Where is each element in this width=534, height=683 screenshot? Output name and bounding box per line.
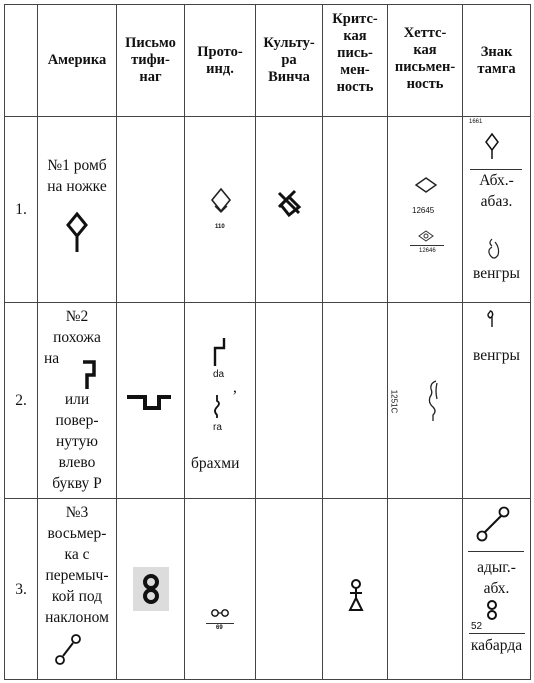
hittite-code-1: 12645 [412, 206, 435, 215]
tamga-eight-glyph [486, 599, 498, 621]
america-cell [38, 303, 117, 499]
protoind-cell [185, 117, 256, 303]
america-hook-glyph [80, 359, 98, 391]
brahmi-da-glyph [212, 336, 226, 368]
comparison-table [4, 4, 531, 680]
hittite-hook-glyph [427, 379, 441, 423]
cretan-cell [323, 499, 388, 680]
row-number: 2. [5, 303, 38, 499]
header-hittite: Хеттс- кая письмен- ность [388, 5, 463, 117]
america-text-na: на [44, 350, 60, 367]
tamga-cell [463, 117, 531, 303]
hittite-code: 1251C [389, 389, 399, 414]
table-row [5, 117, 531, 303]
vinca-crossed-rhombus-glyph [275, 189, 303, 219]
tamga-text-1: адыг.- абх. [477, 559, 516, 597]
tifinagh-cell [117, 499, 185, 680]
rhombus-box-glyph [209, 187, 233, 215]
america-text: №3 восьмер- ка с перемыч- кой под наклоном [45, 504, 109, 626]
vinca-cell [256, 499, 323, 680]
hittite-code-2: 12646 [419, 248, 436, 254]
hittite-cell [388, 499, 463, 680]
header-america: Америка [38, 5, 117, 117]
vinca-cell [256, 303, 323, 499]
header-vinca: Культу- ра Винча [256, 5, 323, 117]
america-cell [38, 117, 117, 303]
tamga-num: 52 [471, 621, 483, 632]
vinca-cell [256, 117, 323, 303]
protoind-code: 110 [215, 224, 225, 230]
hittite-cell [388, 117, 463, 303]
tifinagh-step-glyph [125, 391, 173, 413]
america-dumbbell-glyph [54, 633, 82, 667]
header-tifinagh: Письмо тифи- наг [117, 5, 185, 117]
header-row [5, 5, 531, 117]
hittite-rhombus-glyph [414, 177, 438, 193]
tamga-text: венгры [473, 347, 520, 364]
protoind-ra: ra [213, 422, 222, 433]
protoind-brahmi-text: брахми [191, 455, 240, 472]
protoind-cell [185, 303, 256, 499]
row-number: 1. [5, 117, 38, 303]
protoind-da: da [213, 369, 225, 380]
tamga-hook-glyph [486, 237, 502, 263]
row-number: 3. [5, 499, 38, 680]
header-num [5, 5, 38, 117]
tamga-code: 1661 [469, 119, 483, 125]
protoind-rings-glyph [210, 608, 230, 618]
hittite-cell [388, 303, 463, 499]
tamga-text-2: кабарда [470, 637, 523, 654]
protoind-comma: , [233, 379, 237, 396]
hittite-eye-glyph [418, 230, 434, 242]
header-protoind: Прото- инд. [185, 5, 256, 117]
cretan-figure-glyph [347, 578, 365, 612]
protoind-cell [185, 499, 256, 680]
brahmi-ra-glyph [211, 393, 223, 419]
tamga-text-1: Абх.- абаз. [479, 172, 514, 210]
america-text-top: №2 похожа [53, 308, 101, 346]
tifinagh-photo [133, 567, 169, 611]
cretan-cell [323, 117, 388, 303]
rhombus-on-stem-glyph [65, 212, 89, 254]
cretan-cell [323, 303, 388, 499]
protoind-code: 69 [216, 625, 223, 631]
tifinagh-cell [117, 303, 185, 499]
america-text-bottom: или повер- нутую влево букву Р [52, 391, 102, 492]
america-cell [38, 499, 117, 680]
table-row [5, 303, 531, 499]
tamga-hook-glyph [484, 309, 498, 329]
tifinagh-figure-eight-glyph [139, 573, 163, 605]
tamga-cell [463, 499, 531, 680]
tamga-text-2: венгры [473, 265, 520, 282]
tamga-rhombus-glyph [484, 132, 500, 160]
header-cretan: Критс- кая пись- мен- ность [323, 5, 388, 117]
tifinagh-cell [117, 117, 185, 303]
america-text: №1 ромб на ножке [47, 157, 107, 195]
header-tamga: Знак тамга [463, 5, 531, 117]
tamga-dumbbell-glyph [475, 505, 511, 543]
tamga-cell [463, 303, 531, 499]
table-row [5, 499, 531, 680]
